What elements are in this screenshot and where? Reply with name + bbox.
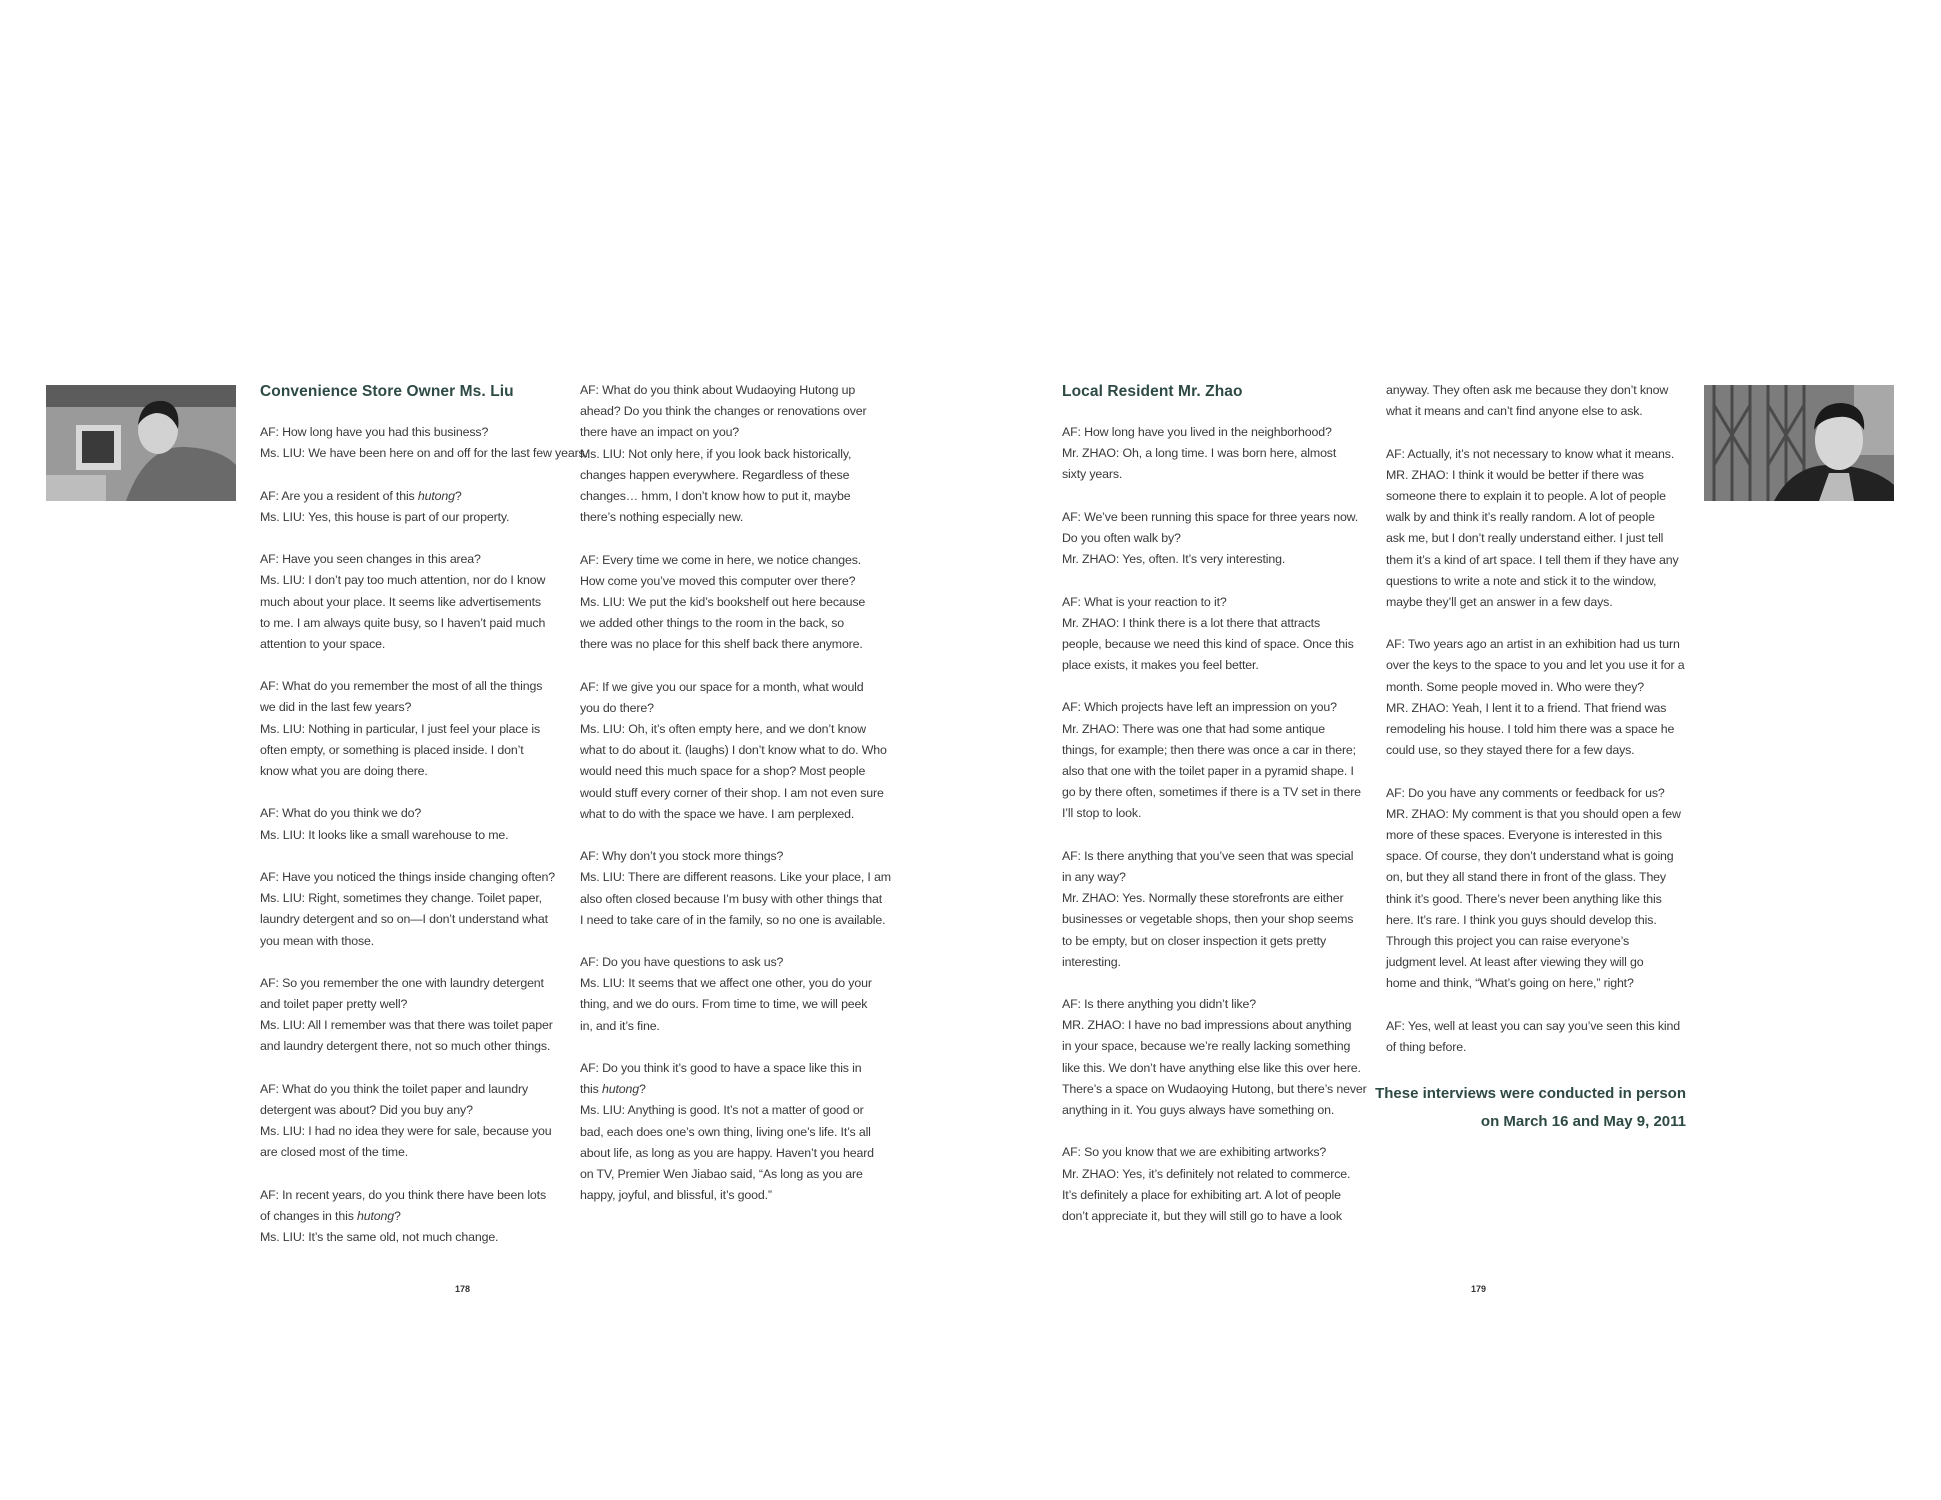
text-line: more of these spaces. Everyone is interested in this <box>1386 827 1662 842</box>
text-line: would stuff every corner of their shop. I am not even sure <box>580 785 884 800</box>
text-segment: ? <box>638 1082 646 1097</box>
text-line: would need this much space for a shop? Most people <box>580 764 866 779</box>
text-line: MR. ZHAO: I think it would be better if there was <box>1386 467 1644 482</box>
text-line: detergent was about? Did you buy any? <box>260 1103 473 1117</box>
text-column-right-2 <box>1386 380 1696 1079</box>
interview-exchange <box>260 486 570 528</box>
text-line: in any way? <box>1062 869 1126 884</box>
text-line: changes happen everywhere. Regardless of these <box>580 467 850 482</box>
italic-term: hutong <box>601 1082 639 1097</box>
text-line: maybe they’ll get an answer in a few days. <box>1386 594 1613 609</box>
text-line: thing, and we do ours. From time to time, we will peek <box>580 997 868 1012</box>
text-line: happy, joyful, and blissful, it’s good.” <box>580 1188 772 1203</box>
interview-exchange <box>580 677 890 825</box>
text-line: we added other things to the room in the back, so <box>580 616 845 631</box>
text-line: Mr. ZHAO: I think there is a lot there that attracts <box>1062 615 1321 630</box>
text-line: MR. ZHAO: My comment is that you should open a few <box>1386 806 1681 821</box>
interview-exchange <box>1386 380 1696 422</box>
text-line: and toilet paper pretty well? <box>260 997 408 1012</box>
interview-exchange <box>260 867 570 952</box>
photo-ms-liu <box>46 385 236 501</box>
interview-exchange <box>260 549 570 655</box>
text-line: AF: In recent years, do you think there have been lots <box>260 1187 547 1202</box>
text-line: could use, so they stayed there for a few days. <box>1386 743 1635 758</box>
text-line: Do you often walk by? <box>1062 530 1181 545</box>
text-line: I’ll stop to look. <box>1062 806 1142 821</box>
text-line: AF: Why don’t you stock more things? <box>580 849 784 864</box>
text-line: Ms. LIU: There are different reasons. Like your place, I am <box>580 870 891 885</box>
text-line: place exists, it makes you feel better. <box>1062 658 1259 673</box>
text-line: AF: Have you seen changes in this area? <box>260 552 481 567</box>
interview-exchange <box>1386 444 1696 614</box>
text-line: It’s definitely a place for exhibiting art. A lot of people <box>1062 1187 1341 1202</box>
interview-exchange <box>260 422 588 464</box>
text-line: AF: So you know that we are exhibiting artworks? <box>1062 1145 1327 1160</box>
interview-exchange <box>580 380 890 528</box>
interview-exchange <box>260 973 570 1058</box>
closing-line-1: These interviews were conducted in person <box>1375 1085 1686 1102</box>
text-line: There’s a space on Wudaoying Hutong, but there’s never <box>1062 1081 1367 1096</box>
text-line: laundry detergent and so on—I don’t understand what <box>260 912 548 927</box>
text-segment: ? <box>394 1208 401 1223</box>
text-line: MR. ZHAO: I have no bad impressions about anything <box>1062 1018 1352 1033</box>
text-line: Ms. LIU: We put the kid’s bookshelf out here because <box>580 594 866 609</box>
text-line: walk by and think it’s really random. A lot of people <box>1386 510 1655 525</box>
text-line: Mr. ZHAO: Yes. Normally these storefronts are either <box>1062 891 1344 906</box>
text-line: AF: Yes, well at least you can say you’ve seen this kind <box>1386 1018 1680 1033</box>
text-line: AF: Two years ago an artist in an exhibition had us turn <box>1386 637 1680 652</box>
text-line: AF: Actually, it’s not necessary to know what it means. <box>1386 446 1675 461</box>
text-line: on, but they all stand there in front of the glass. They <box>1386 870 1666 885</box>
text-line: I need to take care of in the family, so no one is available. <box>580 912 886 927</box>
text-line: we did in the last few years? <box>260 700 412 715</box>
text-line: are closed most of the time. <box>260 1145 408 1160</box>
interview-exchange <box>580 1058 890 1206</box>
interview-exchange <box>580 846 890 931</box>
text-line: AF: Have you noticed the things inside changing often? <box>260 869 555 884</box>
text-segment: this <box>580 1082 602 1097</box>
text-line: Ms. LIU: It seems that we affect one other, you do your <box>580 976 872 991</box>
interview-exchange <box>260 1185 570 1249</box>
text-segment: AF: Are you a resident of this <box>260 488 418 503</box>
page-number-left: 178 <box>455 1284 471 1294</box>
text-line: Ms. LIU: Nothing in particular, I just feel your place is <box>260 721 541 736</box>
text-line: Ms. LIU: Anything is good. It’s not a matter of good or <box>580 1103 864 1118</box>
text-line: Through this project you can raise everyone’s <box>1386 933 1630 948</box>
text-line: also that one with the toilet paper in a pyramid shape. I <box>1062 764 1354 778</box>
text-line: go by there often, sometimes if there is a TV set in there <box>1062 785 1361 800</box>
text-line: Ms. LIU: Oh, it’s often empty here, and we don’t know <box>580 722 866 736</box>
text-segment: ? <box>454 488 462 503</box>
text-line: AF: How long have you lived in the neighborhood? <box>1062 425 1332 439</box>
text-line: Ms. LIU: It looks like a small warehouse to me. <box>260 827 509 842</box>
text-line: Ms. LIU: It’s the same old, not much change. <box>260 1230 499 1245</box>
text-line: there’s nothing especially new. <box>580 510 744 525</box>
text-line: AF: What do you think we do? <box>260 806 422 821</box>
interview-exchange <box>1062 422 1372 486</box>
interview-exchange <box>1062 507 1372 571</box>
text-line: think it’s good. There’s never been anything like this <box>1386 891 1662 906</box>
interview-exchange <box>260 676 570 782</box>
text-line: to be empty, but on closer inspection it gets pretty <box>1062 933 1327 948</box>
text-line: you mean with those. <box>260 933 375 948</box>
text-line: what to do with the space we have. I am perplexed. <box>580 806 855 821</box>
text-line: in, and it’s fine. <box>580 1018 660 1033</box>
text-line: like this. We don’t have anything else like this over here. <box>1062 1060 1361 1075</box>
text-line: attention to your space. <box>260 636 386 651</box>
text-line: ask me, but I don’t really understand either. I just tell <box>1386 531 1664 546</box>
text-line: AF: How long have you had this business? <box>260 425 489 439</box>
text-line: AF: Do you have any comments or feedback for us? <box>1386 785 1665 800</box>
text-column-left-2 <box>580 380 890 1228</box>
text-line: about life, as long as you are happy. Haven’t you heard <box>580 1145 874 1160</box>
text-line: Mr. ZHAO: Yes, it’s definitely not related to commerce. <box>1062 1166 1351 1181</box>
interview-exchange <box>1386 783 1696 995</box>
interview-exchange <box>1386 634 1696 761</box>
closing-line-2: on March 16 and May 9, 2011 <box>1480 1113 1686 1130</box>
interview-exchange <box>580 952 890 1037</box>
interview-exchange <box>1062 1142 1372 1227</box>
text-segment: of changes in this <box>260 1208 358 1223</box>
text-line: month. Some people moved in. Who were they? <box>1386 679 1645 694</box>
text-line: know what you are doing there. <box>260 764 428 778</box>
text-line: AF: What do you think about Wudaoying Hutong up <box>580 383 856 397</box>
text-line: don’t appreciate it, but they will still go to have a look <box>1062 1208 1342 1223</box>
interview-exchange <box>1386 1016 1696 1058</box>
text-column-left-1 <box>260 422 588 1270</box>
text-line: bad, each does one’s own thing, living one’s life. It’s all <box>580 1124 871 1139</box>
interview-exchange <box>1062 697 1372 824</box>
text-line: also often closed because I’m busy with other things that <box>580 891 883 906</box>
text-line: what it means and can’t find anyone else to ask. <box>1386 404 1643 419</box>
text-line: judgment level. At least after viewing they will go <box>1386 955 1644 970</box>
interview-exchange <box>580 550 890 656</box>
interview-exchange <box>1062 846 1372 973</box>
text-line: Mr. ZHAO: Yes, often. It’s very interesting. <box>1062 552 1286 567</box>
page-number-right: 179 <box>1471 1284 1487 1294</box>
text-line: AF: If we give you our space for a month, what would <box>580 679 864 694</box>
text-line: people, because we need this kind of space. Once this <box>1062 636 1354 651</box>
text-line: AF: Every time we come in here, we notice changes. <box>580 552 862 567</box>
text-line: remodeling his house. I told him there was a space he <box>1386 722 1675 736</box>
text-line: AF: Is there anything that you’ve seen that was special <box>1062 848 1354 863</box>
text-line: Mr. ZHAO: There was one that had some antique <box>1062 721 1326 736</box>
text-line: you do there? <box>580 700 654 715</box>
text-line: Ms. LIU: We have been here on and off for the last few years. <box>260 446 588 461</box>
text-line: Ms. LIU: I don’t pay too much attention, nor do I know <box>260 573 546 588</box>
text-line: AF: What do you remember the most of all the things <box>260 679 543 694</box>
text-line: of thing before. <box>1386 1039 1467 1054</box>
text-line: businesses or vegetable shops, then your shop seems <box>1062 912 1354 927</box>
interview-exchange <box>1062 994 1372 1121</box>
text-line: there have an impact on you? <box>580 425 740 440</box>
interview-heading-ms-liu: Convenience Store Owner Ms. Liu <box>260 383 514 400</box>
interview-exchange <box>260 1079 570 1164</box>
text-line: changes… hmm, I don’t know how to put it, maybe <box>580 488 851 503</box>
text-column-right-1 <box>1062 422 1372 1248</box>
text-line: MR. ZHAO: Yeah, I lent it to a friend. That friend was <box>1386 700 1667 715</box>
text-line: on TV, Premier Wen Jiabao said, “As long as you are <box>580 1166 863 1181</box>
interview-exchange <box>260 803 570 845</box>
text-line: interesting. <box>1062 954 1121 969</box>
text-line: Ms. LIU: Yes, this house is part of our property. <box>260 509 510 524</box>
text-line: someone there to explain it to people. A lot of people <box>1386 488 1666 503</box>
text-line: Ms. LIU: All I remember was that there was toilet paper <box>260 1018 553 1033</box>
text-line: AF: Do you think it’s good to have a space like this in <box>580 1061 862 1075</box>
text-line: them it’s a kind of art space. I tell them if they have any <box>1386 552 1679 567</box>
photo-mr-zhao <box>1704 385 1894 501</box>
text-line: anyway. They often ask me because they don’t know <box>1386 383 1669 397</box>
text-line: what to do about it. (laughs) I don’t know what to do. Who <box>580 743 887 758</box>
text-line: AF: So you remember the one with laundry detergent <box>260 975 544 990</box>
text-line: often empty, or something is placed inside. I don’t <box>260 742 524 757</box>
text-line: AF: Do you have questions to ask us? <box>580 955 784 970</box>
text-line: AF: Which projects have left an impression on you? <box>1062 700 1337 715</box>
text-line: AF: What is your reaction to it? <box>1062 594 1227 609</box>
text-line: anything in it. You guys always have something on. <box>1062 1103 1335 1117</box>
text-line: Ms. LIU: Not only here, if you look back historically, <box>580 446 852 461</box>
interview-heading-mr-zhao: Local Resident Mr. Zhao <box>1062 383 1243 400</box>
text-line: to me. I am always quite busy, so I haven’t paid much <box>260 615 546 630</box>
text-line: AF: What do you think the toilet paper and laundry <box>260 1081 529 1096</box>
text-line: AF: Is there anything you didn’t like? <box>1062 997 1257 1012</box>
text-line <box>580 1079 890 1100</box>
text-line: questions to write a note and stick it to the window, <box>1386 573 1657 588</box>
text-line: Ms. LIU: I had no idea they were for sale, because you <box>260 1124 552 1139</box>
text-line: Ms. LIU: Right, sometimes they change. Toilet paper, <box>260 891 542 906</box>
text-line: here. It’s rare. I think you guys should develop this. <box>1386 912 1657 927</box>
text-line <box>260 1206 570 1227</box>
interview-dates-note <box>1375 1080 1686 1136</box>
text-line: and laundry detergent there, not so much other things. <box>260 1039 551 1054</box>
text-line: ahead? Do you think the changes or renovations over <box>580 404 867 419</box>
text-line: over the keys to the space to you and let you use it for a <box>1386 658 1685 673</box>
text-line: sixty years. <box>1062 467 1123 482</box>
text-line: in your space, because we’re really lacking something <box>1062 1039 1351 1054</box>
text-line: How come you’ve moved this computer over there? <box>580 573 856 588</box>
interview-exchange <box>1062 592 1372 677</box>
text-line: there was no place for this shelf back there anymore. <box>580 637 863 652</box>
italic-term: hutong <box>417 488 455 503</box>
text-line <box>260 486 570 507</box>
text-line: things, for example; then there was once a car in there; <box>1062 742 1356 757</box>
text-line: Mr. ZHAO: Oh, a long time. I was born here, almost <box>1062 446 1337 461</box>
text-line: AF: We’ve been running this space for three years now. <box>1062 509 1359 524</box>
text-line: home and think, “What’s going on here,” right? <box>1386 976 1634 991</box>
italic-term: hutong <box>357 1208 395 1223</box>
text-line: space. Of course, they don’t understand what is going <box>1386 849 1674 864</box>
text-line: much about your place. It seems like advertisements <box>260 594 541 609</box>
